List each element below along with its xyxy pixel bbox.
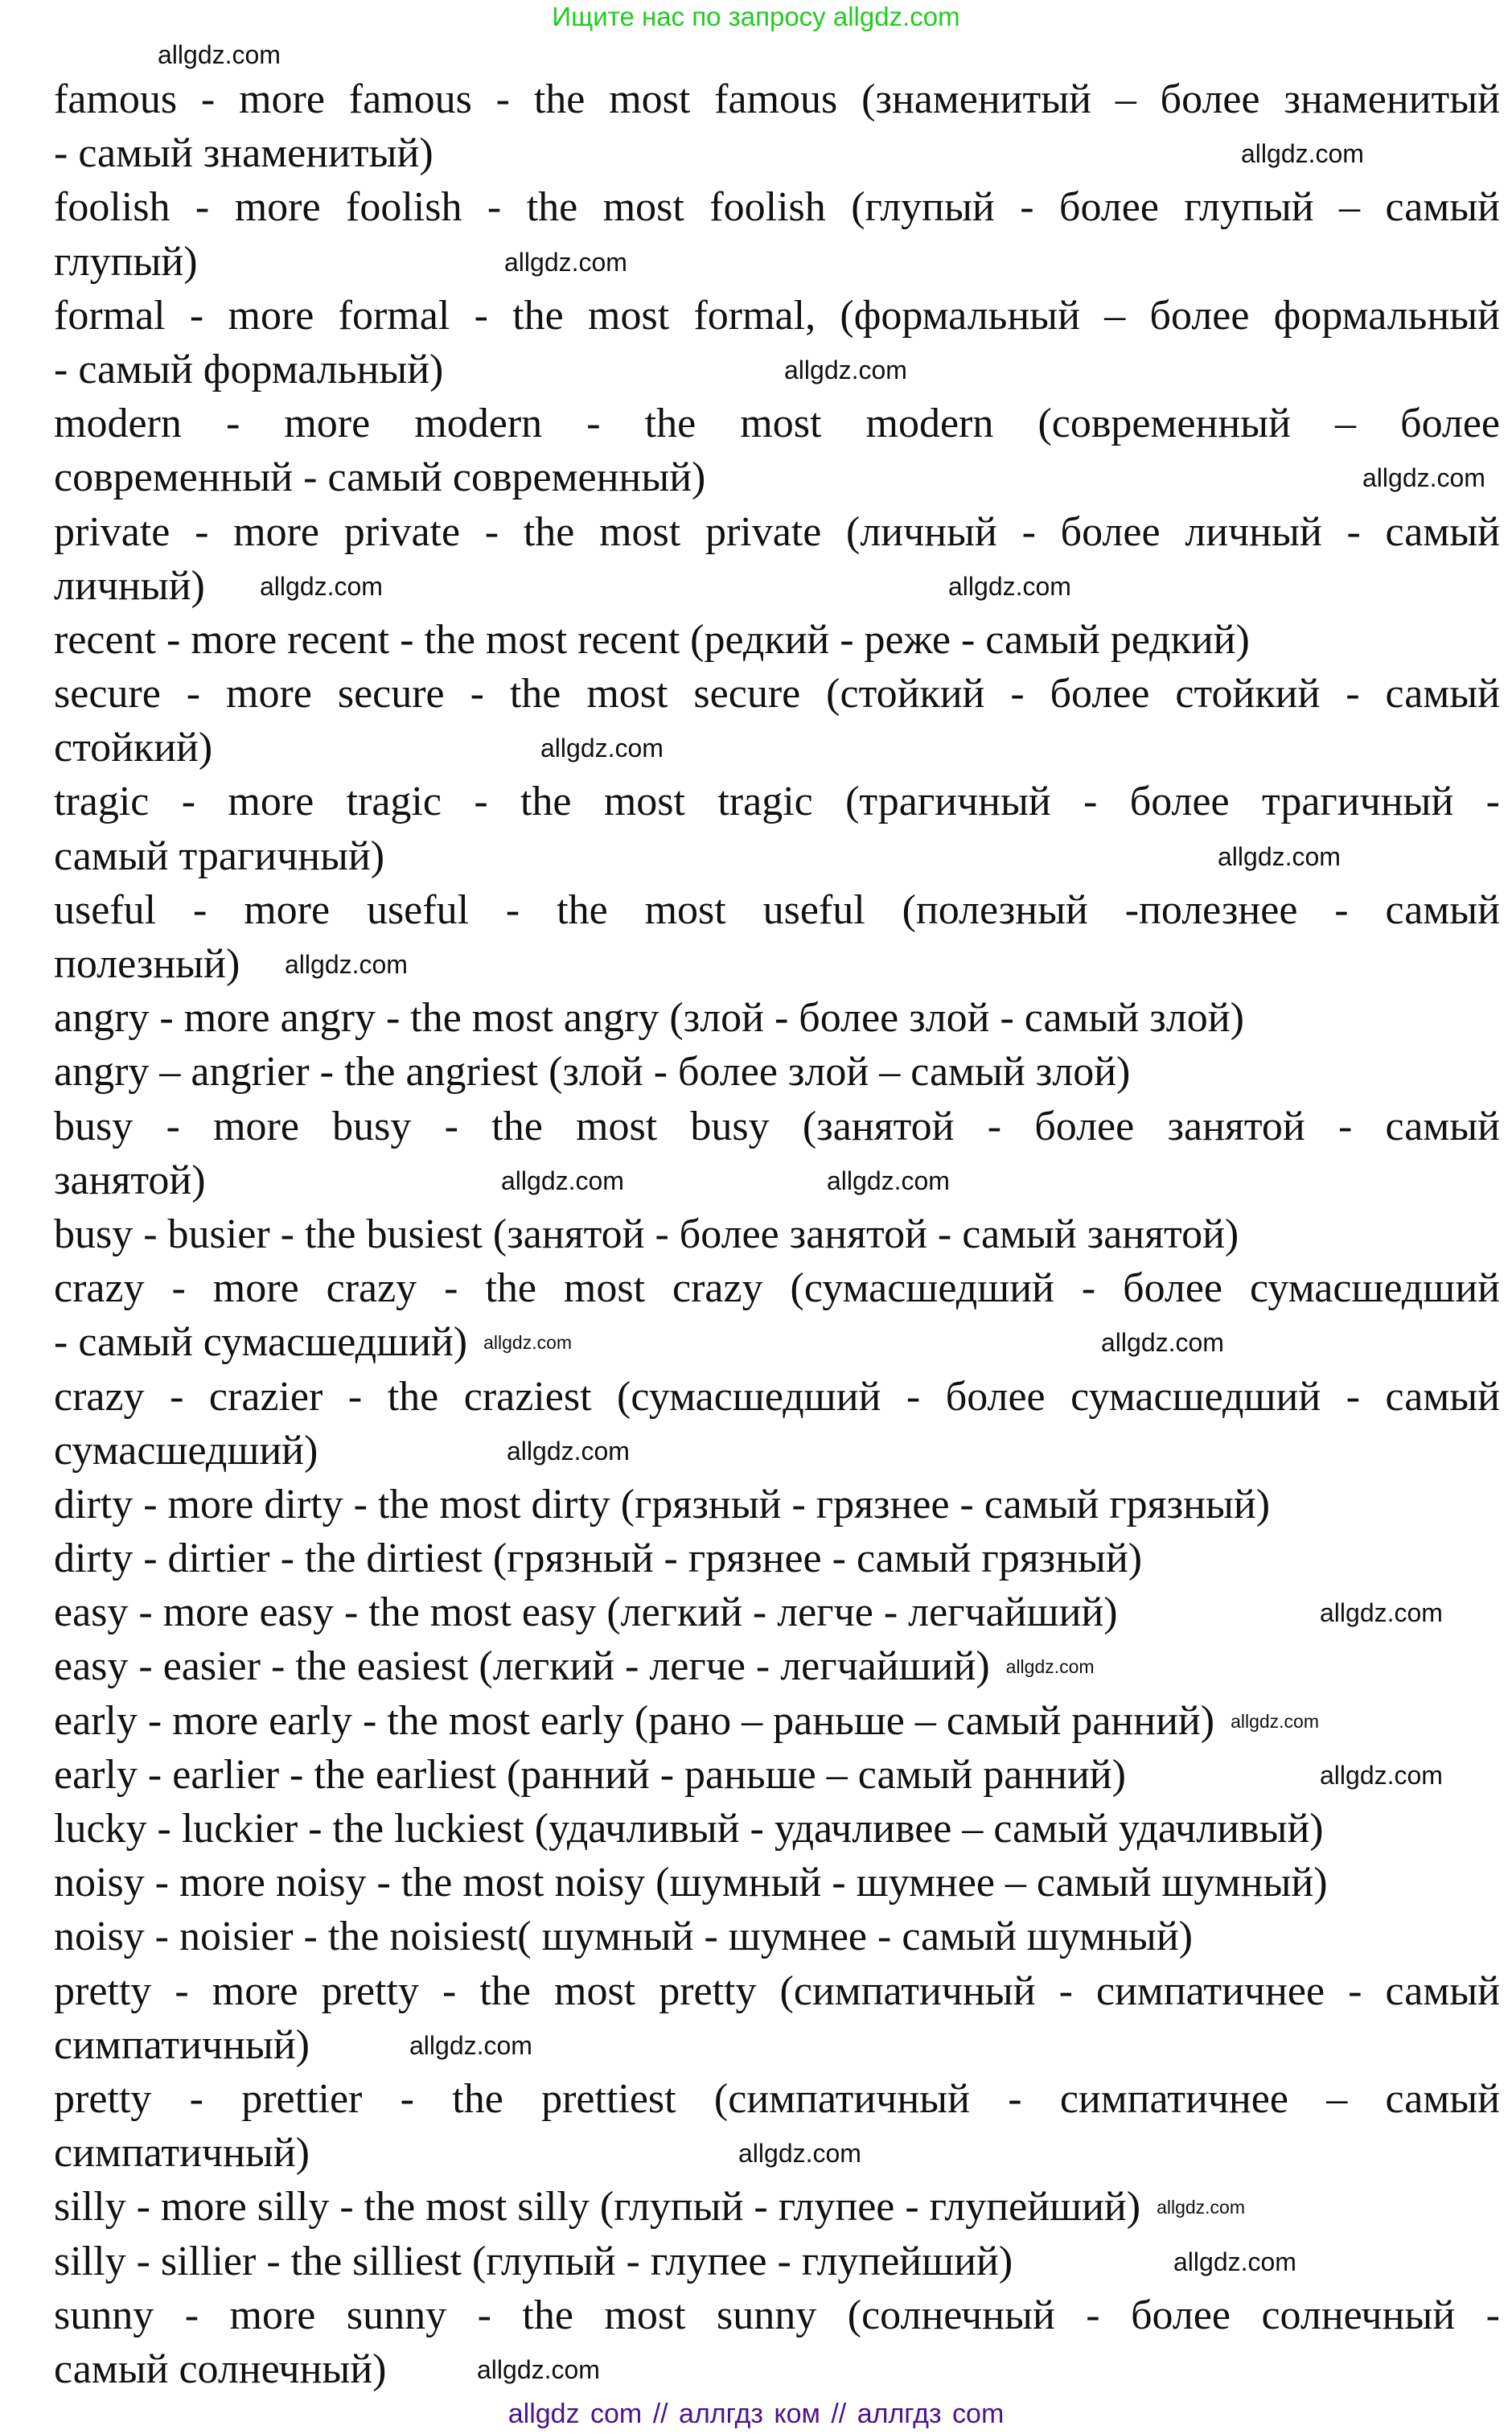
- entry-line-text: симпатичный): [54, 2130, 310, 2177]
- entry-line-text: recent - more recent - the most recent (редкий - реже - самый редкий): [54, 616, 1250, 663]
- entry-line-text: silly - sillier - the silliest (глупый - глупее - глупейший): [54, 2238, 1013, 2284]
- entry-line-text: полезный): [54, 941, 240, 987]
- watermark: allgdz.com: [483, 1332, 573, 1354]
- entry-line-text: современный - самый современный): [54, 454, 706, 501]
- entry: [54, 2235, 1500, 2288]
- entry-line-text: занятой): [54, 1157, 206, 1203]
- entry: [54, 1694, 1500, 1748]
- watermark: allgdz.com: [1101, 1328, 1224, 1358]
- entry-line: useful - more useful - the most useful (полезный -полезнее - самый: [54, 886, 1500, 933]
- entry: [54, 505, 1500, 613]
- entry-line: [54, 1153, 1500, 1207]
- entry-line-text: easy - more easy - the most easy (легкий - легче - легчайший): [54, 1589, 1118, 1636]
- watermark: allgdz.com: [158, 40, 281, 69]
- watermark: allgdz.com: [409, 2030, 532, 2060]
- entry-line: [54, 450, 1500, 504]
- entry-line-text: early - more early - the most early (рано – раньше – самый ранний): [54, 1697, 1215, 1744]
- watermark: allgdz.com: [1320, 1760, 1443, 1790]
- entry-line: secure - more secure - the most secure (стойкий - более стойкий - самый: [54, 671, 1500, 717]
- entry: [54, 883, 1500, 991]
- entry-line-text: easy - easier - the easiest (легкий - легче - легчайший): [54, 1643, 990, 1690]
- watermark: allgdz.com: [1362, 463, 1485, 493]
- entry: [54, 613, 1500, 667]
- entry-line: [54, 2235, 1500, 2288]
- entry: [54, 775, 1500, 882]
- watermark: allgdz.com: [1005, 1656, 1095, 1678]
- entry-line: modern - more modern - the most modern (современный – более: [54, 401, 1500, 447]
- watermark: allgdz.com: [540, 734, 664, 763]
- watermark: allgdz.com: [260, 571, 383, 601]
- watermark: allgdz.com: [784, 355, 907, 384]
- entry-line: [54, 559, 1500, 613]
- entry-line-text: dirty - more dirty - the most dirty (грязный - грязнее - самый грязный): [54, 1481, 1271, 1527]
- entry-line: [54, 2180, 1500, 2234]
- entry: [54, 1964, 1500, 2072]
- entry: [54, 667, 1500, 775]
- entry-line: [54, 343, 1500, 397]
- entry-line-text: silly - more silly - the most silly (глупый - глупее - глупейший): [54, 2184, 1141, 2230]
- entry-line-text: самый солнечный): [54, 2346, 387, 2392]
- watermark: allgdz.com: [507, 1436, 630, 1466]
- watermark: allgdz.com: [285, 950, 408, 979]
- watermark: allgdz.com: [1157, 2197, 1245, 2218]
- entry-line: [54, 937, 1500, 991]
- entry: [54, 289, 1500, 397]
- entry: [54, 1639, 1500, 1693]
- watermark: allgdz.com: [477, 2354, 600, 2384]
- entry-line-text: early - earlier - the earliest (ранний - раньше – самый ранний): [54, 1751, 1126, 1798]
- entry: [54, 1207, 1500, 1261]
- entry-line: tragic - more tragic - the most tragic (трагичный - более трагичный -: [54, 779, 1500, 825]
- entry-line: busy - more busy - the most busy (занятой - более занятой - самый: [54, 1103, 1500, 1149]
- watermark: allgdz.com: [1218, 841, 1341, 871]
- entry-line: [54, 1802, 1500, 1856]
- entry: [54, 180, 1500, 288]
- entry-line: pretty - prettier - the prettiest (симпатичный - симпатичнее – самый: [54, 2075, 1500, 2122]
- entry-line: [54, 1856, 1500, 1910]
- entry-line-text: - самый сумасшедший): [54, 1319, 468, 1366]
- entry: [54, 1100, 1500, 1207]
- entry-line: [54, 1315, 1500, 1369]
- entry: [54, 2180, 1500, 2234]
- entry-line-text: - самый знаменитый): [54, 130, 433, 177]
- entry-line: [54, 1424, 1500, 1478]
- watermark: allgdz.com: [827, 1166, 950, 1195]
- entry-line: [54, 721, 1500, 775]
- entry: [54, 991, 1500, 1045]
- entry-line-text: noisy - noisier - the noisiest( шумный - шумнее - самый шумный): [54, 1914, 1193, 1960]
- entry-line-text: личный): [54, 562, 205, 609]
- entry-line-text: сумасшедший): [54, 1427, 318, 1474]
- entry-line-text: стойкий): [54, 725, 213, 771]
- entry-line: [54, 1748, 1500, 1802]
- entry-line: crazy - crazier - the craziest (сумасшедший - более сумасшедший - самый: [54, 1373, 1500, 1420]
- entry: [54, 2072, 1500, 2180]
- entry: [54, 1910, 1500, 1963]
- entry-line: sunny - more sunny - the most sunny (солнечный - более солнечный -: [54, 2292, 1500, 2338]
- watermark: allgdz.com: [1241, 139, 1364, 169]
- entry-line: [54, 1045, 1500, 1099]
- entry-line: crazy - more crazy - the most crazy (сумасшедший - более сумасшедший: [54, 1265, 1500, 1312]
- entry-line: [54, 613, 1500, 667]
- entry: [54, 1478, 1500, 1532]
- entry: [54, 72, 1500, 180]
- entry-line-text: angry - more angry - the most angry (злой - более злой - самый злой): [54, 995, 1244, 1042]
- entry-line: formal - more formal - the most formal, (формальный – более формальный: [54, 292, 1500, 339]
- entry-line: [54, 1478, 1500, 1532]
- entry: [54, 1802, 1500, 1856]
- entry-line: [54, 2126, 1500, 2180]
- entry: [54, 1370, 1500, 1478]
- entry: [54, 1532, 1500, 1585]
- watermark: allgdz.com: [1320, 1598, 1443, 1628]
- entry-line-text: dirty - dirtier - the dirtiest (грязный - грязнее - самый грязный): [54, 1536, 1143, 1582]
- entry-line-text: глупый): [54, 238, 198, 285]
- entry: [54, 1585, 1500, 1639]
- entry-line-text: angry – angrier - the angriest (злой - более злой – самый злой): [54, 1049, 1131, 1096]
- watermark: allgdz.com: [948, 571, 1071, 601]
- watermark: allgdz.com: [738, 2139, 861, 2169]
- entry-line: [54, 1639, 1500, 1693]
- entry: [54, 1856, 1500, 1910]
- entry-line: [54, 235, 1500, 289]
- entry-line: [54, 1585, 1500, 1639]
- entry-line: famous - more famous - the most famous (знаменитый – более знаменитый: [54, 76, 1500, 122]
- entry: [54, 397, 1500, 504]
- entry-line: [54, 126, 1500, 180]
- entry-line-text: lucky - luckier - the luckiest (удачливый - удачливее – самый удачливый): [54, 1806, 1324, 1852]
- entry-line: [54, 991, 1500, 1045]
- footer-links: allgdz com // аллгдз ком // аллгдз com: [507, 2399, 1005, 2429]
- entry-line: [54, 1532, 1500, 1585]
- entry-line-text: busy - busier - the busiest (занятой - более занятой - самый занятой): [54, 1211, 1239, 1257]
- entry-line: [54, 1694, 1500, 1748]
- entry-line: foolish - more foolish - the most foolish (глупый - более глупый – самый: [54, 184, 1500, 231]
- entry: [54, 2288, 1500, 2396]
- entry-line: [54, 829, 1500, 883]
- entry-line-text: noisy - more noisy - the most noisy (шумный - шумнее – самый шумный): [54, 1860, 1328, 1906]
- comparatives-list: [54, 72, 1500, 2396]
- entry-line-text: симпатичный): [54, 2021, 310, 2068]
- entry-line-text: - самый формальный): [54, 346, 444, 393]
- entry-line: private - more private - the most private (личный - более личный - самый: [54, 508, 1500, 555]
- entry: [54, 1261, 1500, 1369]
- watermark: allgdz.com: [504, 247, 627, 277]
- watermark: allgdz.com: [1173, 2247, 1296, 2276]
- entry-line-text: самый трагичный): [54, 833, 385, 879]
- entry: [54, 1748, 1500, 1802]
- entry-line: [54, 1207, 1500, 1261]
- search-banner: Ищите нас по запросу allgdz.com: [552, 2, 960, 31]
- entry-line: [54, 1910, 1500, 1963]
- entry-line: [54, 2342, 1500, 2396]
- entry: [54, 1045, 1500, 1099]
- entry-line: pretty - more pretty - the most pretty (симпатичный - симпатичнее - самый: [54, 1967, 1500, 2014]
- watermark: allgdz.com: [501, 1166, 624, 1195]
- watermark: allgdz.com: [1231, 1710, 1319, 1732]
- entry-line: [54, 2018, 1500, 2072]
